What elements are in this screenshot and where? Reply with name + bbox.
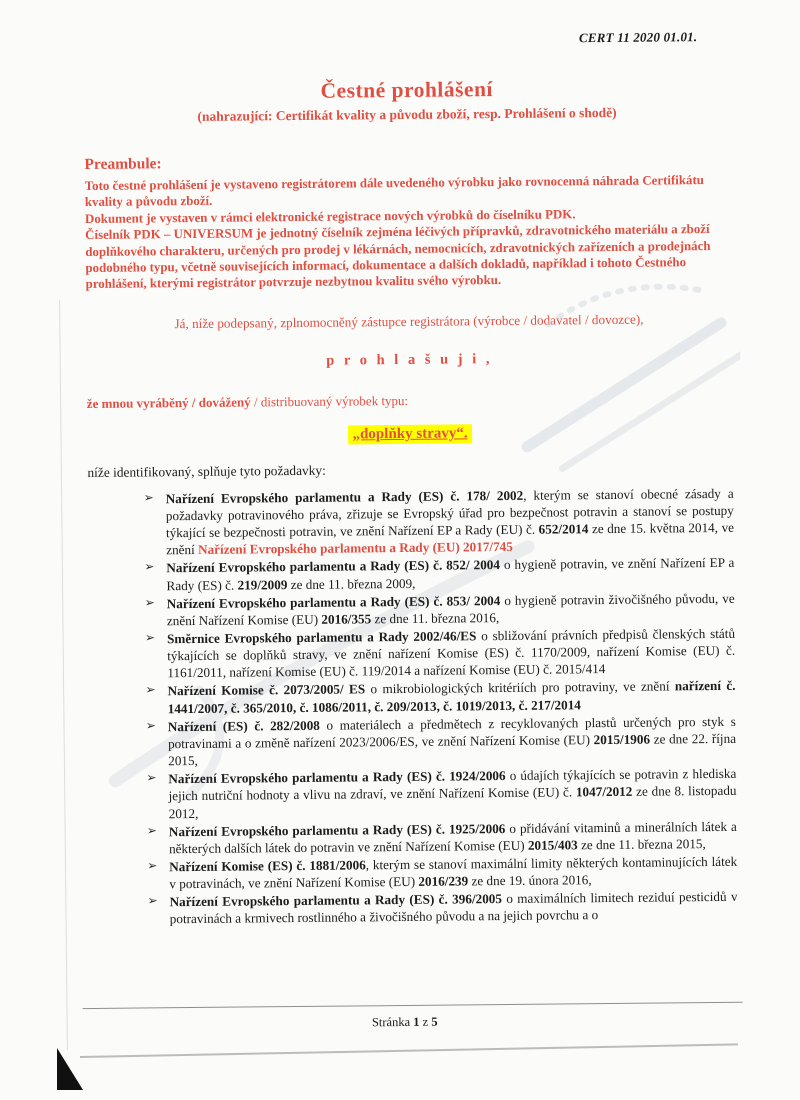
text-segment: 652/2014 (538, 521, 589, 537)
requirement-item (144, 554, 734, 594)
requirements-list (88, 485, 738, 929)
text-segment: 5 (431, 1014, 438, 1029)
requirement-item (147, 853, 737, 893)
arrow-bullet-icon: ➢ (144, 630, 156, 645)
requirements-intro: níže identifikovaný, splňuje tyto požadavky: (87, 462, 326, 480)
text-segment: Směrnice Evropského parlamentu a Rady 2002/46/ES (166, 628, 477, 647)
arrow-bullet-icon: ➢ (146, 823, 157, 838)
text-segment: Stránka (371, 1014, 414, 1030)
preambule-paragraph: Toto čestné prohlášení je vystaveno registrátorem dále uvedeného výrobku jako rovnocenná náhrada Certifikátu kvality a původu zboží. (84, 173, 704, 210)
text-segment: Nařízení Evropského parlamentu a Rady (EU) 2017/745 (197, 539, 513, 558)
preambule-paragraph: Číselník PDK – UNIVERSUM je jednotný číselník zejména léčivých přípravků, zdravotnického materiálu a zboží doplňkového charakteru, určených pro prodej v lékárnách, nemocnicích, zdravotnických zařízeních a prodejnách podobného typu, včetně souvisejících informací, dokumentace a dalších dokladů, například i tohoto Čestného prohlášení, kterými registrátor potvrzuje nezbytnou kvalitu svého výrobku. (85, 222, 711, 292)
text-segment: že mnou vyráběný / dovážený (86, 394, 251, 411)
page-footer (63, 1012, 747, 1034)
doc-code: CERT 11 2020 01.01. (578, 29, 698, 46)
text-segment: Nařízení Evropského parlamentu a Rady (ES) č. 396/2005 (169, 891, 503, 910)
text-segment: ze dne 11. března 2009, (287, 575, 416, 592)
text-segment: 1047/2012 (575, 784, 633, 800)
arrow-bullet-icon: ➢ (146, 770, 157, 785)
text-segment: o hygieně potravin živočišného původu, ve znění Nařízení Komise (EU) (166, 590, 735, 629)
arrow-bullet-icon: ➢ (145, 682, 156, 697)
requirement-item (146, 765, 736, 822)
text-segment: , kterým se stanoví maximální limity některých kontaminujících látek v potravinách, ve znění Nařízení Komise (EU) (169, 853, 738, 892)
text-segment: ze dne 11. března 2016, (371, 609, 500, 627)
preambule-heading: Preambule: (84, 155, 162, 174)
requirement-item (147, 817, 737, 857)
requirement-item (144, 485, 735, 559)
text-segment: o mikrobiologických kritériích pro potraviny, ve znění (365, 678, 675, 697)
text-segment: ze dne 22. října 2015, (168, 730, 737, 769)
text-segment: , kterým se stanoví obecné zásady a požadavky potravinového práva, zřizuje se Evropský úřad pro bezpečnost potravin a stanoví se postupy týkající se bezpečnosti potravin, ve znění Nařízení EP a Rady (EU) č. (165, 485, 734, 541)
text-segment: 1 (413, 1014, 420, 1029)
arrow-bullet-icon: ➢ (145, 718, 156, 733)
text-segment: 2015/403 (527, 837, 578, 853)
text-segment: 2016/355 (321, 611, 372, 627)
text-segment: o údajích týkajících se potravin z hlediska jejich nutriční hodnoty a vlivu na zdraví, ve znění Nařízení Komise (EU) č. (168, 766, 737, 804)
text-segment: ze dne 19. února 2016, (468, 872, 592, 889)
text-segment: Nařízení Evropského parlamentu a Rady (ES) č. 178/ 2002 (165, 487, 524, 506)
text-segment: o maximálních limitech reziduí pesticidů v potravinách a krmivech rostlinného a živočišného původu a na jejich povrchu a o (169, 889, 738, 927)
requirement-item (145, 677, 735, 717)
text-segment: o hygieně potravin, ve znění Nařízení EP a Rady (ES) č. (166, 555, 735, 593)
text-segment: 2016/239 (418, 873, 469, 890)
page-title: Čestné prohlášení (320, 77, 494, 103)
text-segment: nařízení č. 1441/2007, č. 365/2010, č. 1086/2011, č. 209/2013, č. 1019/2013, č. 217/2014 (167, 678, 736, 716)
text-segment: ze dne 11. března 2015, (577, 835, 706, 853)
footer-separator (83, 1002, 743, 1009)
requirement-item (145, 589, 735, 629)
arrow-bullet-icon: ➢ (144, 559, 155, 574)
requirement-item (146, 713, 736, 770)
text-segment: o sbližování právních předpisů členských států týkajících se doplňků stravy, ve znění nařízení Komise (ES) č. 1170/2009, nařízení Komise (EU) č. 1161/2011, nařízení Komise (EU) č. 119/2014 a nařízení Komise (EU) č. 2015/414 (167, 625, 736, 681)
declarer-line: Já, níže podepsaný, zplnomocněný zástupce registrátora (výrobce / dodavatel / dovozce), (174, 311, 644, 331)
text-segment: / distribuovaný výrobek typu: (250, 392, 409, 410)
text-segment: 219/2009 (237, 576, 288, 593)
text-segment: Nařízení (ES) č. 282/2008 (167, 717, 320, 735)
arrow-bullet-icon: ➢ (147, 893, 158, 908)
requirement-item (147, 888, 737, 928)
text-segment: Nařízení Evropského parlamentu a Rady (ES) č. 852/ 2004 (166, 557, 501, 576)
text-segment: Nařízení Komise (ES) č. 1881/2006 (169, 857, 366, 875)
arrow-bullet-icon: ➢ (143, 490, 154, 505)
product-type-line (87, 390, 733, 412)
text-segment: z (419, 1014, 432, 1029)
product-name-wrap (87, 422, 733, 447)
document-page (53, 5, 747, 1058)
text-segment: 2015/1906 (593, 731, 651, 748)
requirement-item (145, 625, 735, 682)
text-segment: Nařízení Evropského parlamentu a Rady (ES) č. 853/ 2004 (166, 592, 501, 611)
preambule-paragraphs (85, 172, 732, 293)
doc-subtitle: (nahrazující: Certifikát kvality a původu zboží, resp. Prohlášení o shodě) (197, 104, 617, 124)
arrow-bullet-icon: ➢ (144, 595, 155, 610)
declare-word: p r o h l a š u j i , (326, 350, 493, 369)
preambule-paragraph: Dokument je vystaven v rámci elektronické registrace nových výrobků do číselníku PDK. (84, 207, 576, 226)
product-name-highlight: „doplňky stravy“. (348, 424, 471, 444)
text-segment: Nařízení Komise č. 2073/2005/ ES (167, 681, 366, 699)
text-segment: Nařízení Evropského parlamentu a Rady (ES) č. 1924/2006 (168, 768, 506, 787)
text-segment: Nařízení Evropského parlamentu a Rady (ES) č. 1925/2006 (168, 820, 506, 839)
arrow-bullet-icon: ➢ (147, 858, 158, 873)
text-segment: ze dne 15. května 2014, ve znění (166, 519, 735, 558)
text-segment: o materiálech a předmětech z recyklovaných plastů určených pro styk s potravinami a o změně nařízení 2023/2006/ES, ve znění Nařízení Komise (EU) (167, 713, 736, 752)
text-segment: ze dne 8. listopadu 2012, (168, 783, 737, 821)
text-segment: o přidávání vitaminů a minerálních látek a některých dalších látek do potravin ve znění Nařízení Komise (EU) (168, 818, 737, 857)
